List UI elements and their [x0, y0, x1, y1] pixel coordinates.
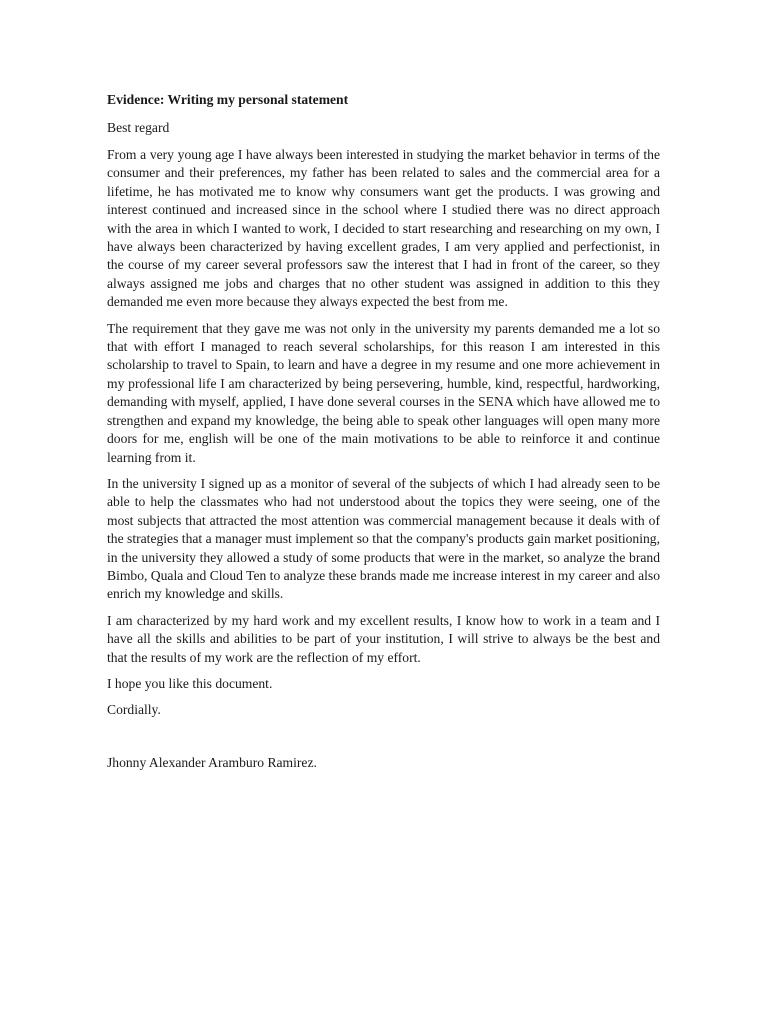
greeting-line: Best regard — [107, 120, 170, 135]
paragraph-2: The requirement that they gave me was not only in the university my parents demanded me a lot so that with effort I managed to reach several scholarships, for this reason I am interested in this scholarship to travel to Spain, to learn and have a degree in my resume and one more achievement in my professional life I am characterized by being persevering, humble, kind, respectful, hardworking, demanding with myself, applied, I have done several courses in the SENA which have allowed me to strengthen and expand my knowledge, the being able to speak other languages will open many more doors for me, english will be one of the main motivations to be able to reinforce it and continue learning from it. — [107, 320, 660, 465]
sign-off: Cordially. — [107, 702, 161, 718]
paragraph-4: I am characterized by my hard work and my excellent results, I know how to work in a team and I have all the skills and abilities to be part of your institution, I will strive to always be the best and that the results of my work are the reflection of my effort. — [107, 612, 660, 665]
paragraph-3: In the university I signed up as a monitor of several of the subjects of which I had already seen to be able to help the classmates who had not understood about the topics they were seeing, one of the most subjects that attracted the most attention was commercial management because it deals with of the strategies that a manager must implement so that the company's products gain market positioning, in the university they allowed a study of some products that were in the market, so analyze the brand Bimbo, Quala and Cloud Ten to analyze these brands made me increase interest in my career and also enrich my knowledge and skills. — [107, 475, 660, 602]
closing-line: I hope you like this document. — [107, 675, 273, 691]
document-page — [107, 90, 660, 780]
document-title: Evidence: Writing my personal statement — [107, 92, 349, 107]
signature-name: Jhonny Alexander Aramburo Ramirez. — [107, 754, 317, 770]
paragraph-1: From a very young age I have always been interested in studying the market behavior in terms of the consumer and their preferences, my father has been related to sales and the commercial area for a lifetime, he has motivated me to know why consumers want get the products. I was growing and interest continued and increased since in the school where I studied there was no direct approach with the area in which I wanted to work, I decided to start researching and researching on my own, I have always been characterized by having excellent grades, I am very applied and perfectionist, in the course of my career several professors saw the interest that I had in front of the career, so they always assigned me jobs and charges that no other student was assigned in addition to this they demanded me even more because they always expected the best from me. — [107, 147, 660, 310]
